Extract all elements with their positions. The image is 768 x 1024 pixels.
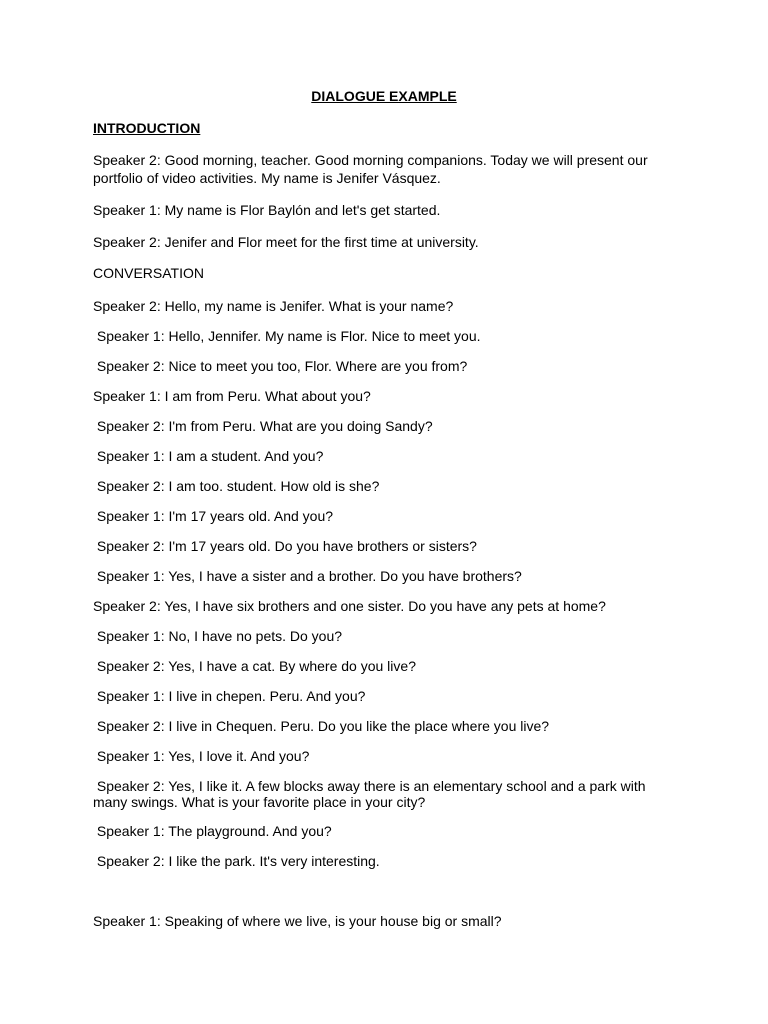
dialogue-line: Speaker 1: Yes, I love it. And you? [93, 748, 310, 764]
dialogue-line: Speaker 1: Yes, I have a sister and a brother. Do you have brothers? [93, 568, 522, 584]
document-title: DIALOGUE EXAMPLE [311, 88, 457, 104]
dialogue-line: Speaker 1: Speaking of where we live, is your house big or small? [93, 913, 502, 929]
conversation-heading: CONVERSATION [93, 265, 204, 281]
dialogue-line: Speaker 1: No, I have no pets. Do you? [93, 628, 343, 644]
dialogue-line: Speaker 2: Yes, I have six brothers and one sister. Do you have any pets at home? [93, 598, 606, 614]
dialogue-line: Speaker 2: Nice to meet you too, Flor. Where are you from? [93, 358, 468, 374]
dialogue-line: Speaker 1: I live in chepen. Peru. And you? [93, 688, 366, 704]
dialogue-line: Speaker 2: Hello, my name is Jenifer. What is your name? [93, 298, 454, 314]
dialogue-line: Speaker 2: I like the park. It's very interesting. [93, 853, 380, 869]
intro-line: Speaker 1: My name is Flor Baylón and let's get started. [93, 202, 441, 218]
introduction-heading: INTRODUCTION [93, 120, 201, 136]
dialogue-line: Speaker 1: I'm 17 years old. And you? [93, 508, 334, 524]
dialogue-line: Speaker 2: Yes, I have a cat. By where do you live? [93, 658, 416, 674]
intro-line: Speaker 2: Jenifer and Flor meet for the first time at university. [93, 234, 479, 250]
dialogue-line: Speaker 2: I live in Chequen. Peru. Do you like the place where you live? [93, 718, 550, 734]
dialogue-line: Speaker 1: I am a student. And you? [93, 448, 324, 464]
dialogue-line: Speaker 2: I'm 17 years old. Do you have brothers or sisters? [93, 538, 477, 554]
dialogue-line: Speaker 1: I am from Peru. What about you? [93, 388, 371, 404]
intro-line: Speaker 2: Good morning, teacher. Good morning companions. Today we will present our portfolio of video activities. My name is Jenifer Vásquez. [93, 152, 652, 186]
dialogue-line: Speaker 1: Hello, Jennifer. My name is Flor. Nice to meet you. [93, 328, 481, 344]
dialogue-line: Speaker 2: Yes, I like it. A few blocks away there is an elementary school and a park with many swings. What is your favorite place in your city? [93, 778, 650, 810]
dialogue-line: Speaker 2: I'm from Peru. What are you doing Sandy? [93, 418, 433, 434]
dialogue-line: Speaker 1: The playground. And you? [93, 823, 332, 839]
dialogue-line: Speaker 2: I am too. student. How old is she? [93, 478, 380, 494]
